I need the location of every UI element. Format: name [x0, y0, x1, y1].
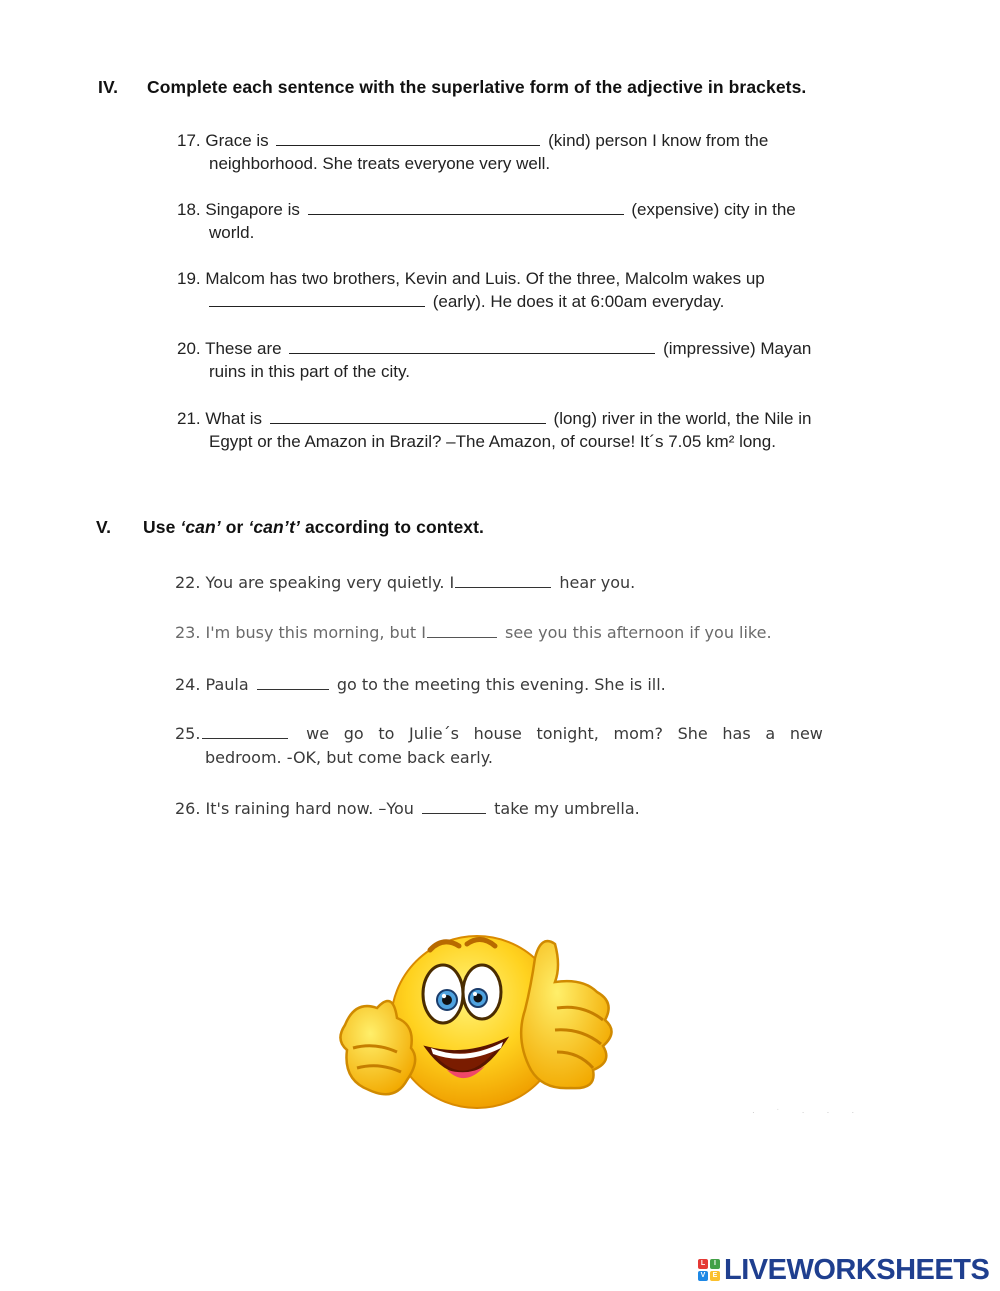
section-4-heading: [98, 77, 858, 99]
answer-blank[interactable]: [209, 291, 425, 307]
title-word-cant: ‘can’t’: [248, 517, 300, 537]
question-25-line1: [175, 722, 823, 746]
logo-square: E: [710, 1271, 720, 1281]
scan-specks: · ˙ · · ·: [752, 1108, 865, 1117]
question-text: (impressive) Mayan: [663, 339, 812, 358]
title-word-can: ‘can’: [180, 517, 221, 537]
question-text: hear you.: [559, 573, 636, 592]
question-text: What is: [205, 409, 263, 428]
question-number: 26.: [175, 799, 201, 818]
question-24: [175, 673, 666, 697]
question-number: 23.: [175, 623, 201, 642]
question-26: [175, 797, 640, 821]
title-text: Use: [143, 517, 181, 537]
question-word: She: [677, 724, 708, 743]
question-text-line2: bedroom. -OK, but come back early.: [205, 748, 494, 767]
question-17: [177, 129, 768, 175]
answer-blank[interactable]: [270, 408, 546, 424]
question-text: see you this afternoon if you like.: [505, 623, 772, 642]
question-word: mom?: [613, 724, 663, 743]
question-word: new: [789, 724, 823, 743]
question-number: 21.: [177, 409, 201, 428]
question-word: Julie´s: [409, 724, 459, 743]
question-19: [177, 267, 765, 313]
answer-blank[interactable]: [257, 675, 329, 690]
question-text: These are: [205, 339, 282, 358]
question-text: Malcom has two brothers, Kevin and Luis. Of the three, Malcolm wakes up: [205, 269, 765, 288]
question-25: [175, 722, 823, 770]
question-text: go to the meeting this evening. She is ill.: [336, 675, 666, 694]
answer-blank[interactable]: [422, 799, 486, 814]
title-text: according to context.: [299, 517, 485, 537]
question-text: I'm busy this morning, but I: [205, 623, 426, 642]
question-text: (expensive) city in the: [631, 200, 796, 219]
question-text: You are speaking very quietly. I: [205, 573, 455, 592]
question-text: take my umbrella.: [494, 799, 640, 818]
logo-square: L: [698, 1259, 708, 1269]
question-word: house: [473, 724, 522, 743]
question-number: 22.: [175, 573, 201, 592]
question-text-line2: neighborhood. She treats everyone very well.: [209, 154, 551, 173]
section-5-number: V.: [96, 517, 112, 537]
answer-blank[interactable]: [308, 199, 624, 215]
thumbs-up-smiley-icon: [335, 930, 620, 1130]
liveworksheets-logo: [698, 1252, 989, 1288]
question-text: Paula: [205, 675, 249, 694]
question-number: 25.: [175, 724, 201, 743]
question-word: go: [343, 724, 364, 743]
question-23: [175, 621, 772, 645]
answer-blank[interactable]: [455, 573, 551, 588]
logo-mark-icon: [698, 1259, 720, 1281]
answer-blank[interactable]: [289, 338, 655, 354]
logo-square: I: [710, 1259, 720, 1269]
section-4-number: IV.: [98, 77, 119, 97]
answer-blank[interactable]: [276, 130, 540, 146]
section-5-heading: [96, 517, 596, 539]
question-word: has: [722, 724, 751, 743]
section-4-title: Complete each sentence with the superlative form of the adjective in brackets.: [147, 77, 807, 97]
question-number: 18.: [177, 200, 201, 219]
question-number: 24.: [175, 675, 201, 694]
question-text: Grace is: [205, 131, 269, 150]
question-text-line2: ruins in this part of the city.: [209, 362, 410, 381]
section-5-title: [143, 517, 484, 538]
question-word: to: [378, 724, 395, 743]
question-number: 17.: [177, 131, 201, 150]
question-text: (kind) person I know from the: [548, 131, 769, 150]
question-20: [177, 337, 811, 383]
question-18: [177, 198, 796, 244]
question-number: 19.: [177, 269, 201, 288]
answer-blank[interactable]: [202, 724, 288, 739]
logo-square: V: [698, 1271, 708, 1281]
question-text-line2: world.: [209, 223, 255, 242]
question-text-line2: Egypt or the Amazon in Brazil? –The Amazon, of course! It´s 7.05 km² long.: [209, 432, 776, 451]
question-number: 20.: [177, 339, 201, 358]
question-text: (early). He does it at 6:00am everyday.: [432, 292, 725, 311]
answer-blank[interactable]: [427, 623, 497, 638]
title-text: or: [220, 517, 249, 537]
question-text: It's raining hard now. –You: [205, 799, 414, 818]
question-word: tonight,: [536, 724, 599, 743]
question-25-start: [175, 722, 291, 746]
question-text-line2: [177, 290, 765, 313]
question-22: [175, 571, 635, 595]
question-21: [177, 407, 811, 453]
question-word: we: [306, 724, 330, 743]
question-word: a: [765, 724, 776, 743]
logo-wordmark: LIVEWORKSHEETS: [724, 1253, 990, 1286]
question-text: (long) river in the world, the Nile in: [553, 409, 812, 428]
question-text: Singapore is: [205, 200, 300, 219]
